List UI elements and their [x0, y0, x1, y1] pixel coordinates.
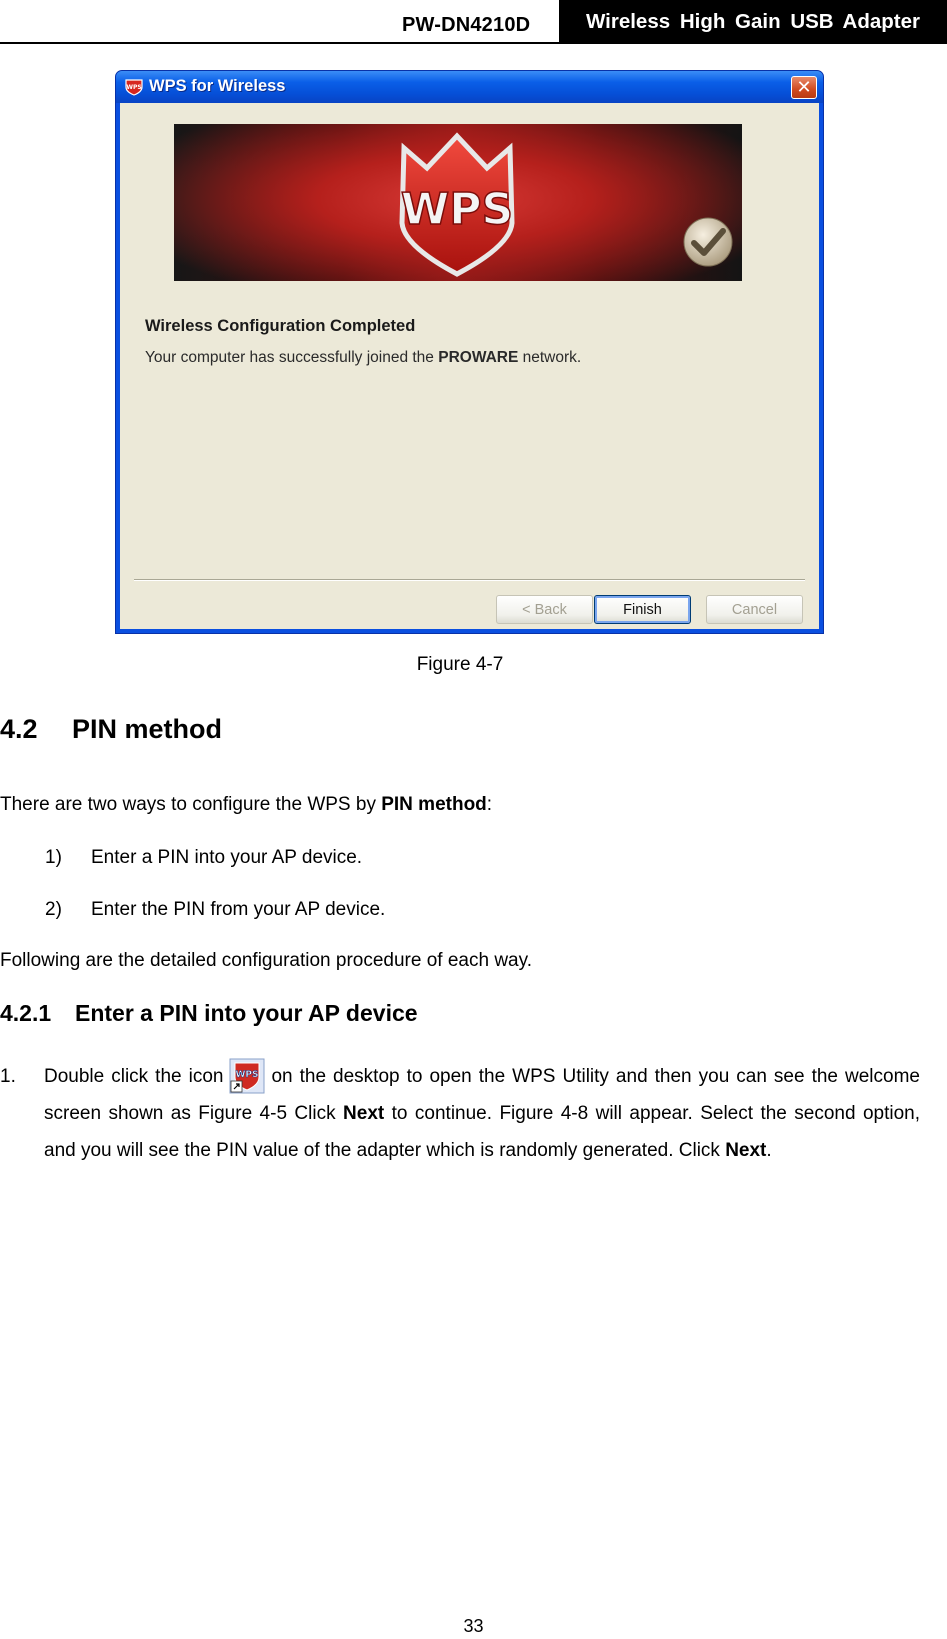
button-separator	[134, 579, 805, 581]
figure-caption: Figure 4-7	[416, 654, 504, 675]
wps-desktop-icon	[229, 1058, 265, 1094]
checkmark-icon	[682, 216, 734, 268]
wps-app-icon	[125, 78, 143, 96]
back-button[interactable]: < Back	[496, 595, 593, 624]
section-heading: 4.2 PIN method	[0, 714, 223, 744]
header-rule	[0, 42, 559, 44]
following-paragraph: Following are the detailed configuration procedure of each way.	[0, 950, 532, 971]
close-icon: ✕	[796, 77, 812, 97]
wps-banner	[174, 124, 742, 281]
list-item: 2) Enter the PIN from your AP device.	[45, 899, 386, 920]
wps-icon-label: WPS	[235, 1070, 259, 1080]
cancel-button[interactable]: Cancel	[706, 595, 803, 624]
window-titlebar[interactable]	[116, 71, 823, 103]
document-header-title: Wireless High Gain USB Adapter	[559, 0, 947, 44]
finish-button[interactable]: Finish	[594, 595, 691, 624]
step-1-paragraph: 1. Double click the icon WPS on the desktop to open the WPS Utility and then you can see the welcome screen shown as Figure 4-5 Click Next to continue. Figure 4-8 will appear. Select the second option, and you will see the PIN value of the adapter which is randomly generated. Click Next.	[0, 1058, 920, 1169]
wps-shield-logo	[382, 128, 532, 278]
window-title: WPS for Wireless	[149, 77, 286, 95]
subsection-heading: 4.2.1 Enter a PIN into your AP device	[0, 1000, 418, 1026]
configuration-message: Your computer has successfully joined the PROWARE network.	[145, 349, 582, 366]
svg-text:WPS: WPS	[126, 84, 142, 91]
wps-logo-text: WPS	[400, 184, 514, 235]
configuration-heading: Wireless Configuration Completed	[145, 317, 416, 335]
page-number: 33	[463, 1616, 484, 1636]
list-item: 1) Enter a PIN into your AP device.	[45, 847, 363, 868]
window-client-area	[120, 103, 819, 629]
close-button[interactable]	[791, 76, 817, 99]
intro-paragraph: There are two ways to configure the WPS by PIN method:	[0, 794, 493, 815]
network-name: PROWARE	[438, 349, 519, 366]
wps-dialog-window	[115, 70, 824, 634]
document-model: PW-DN4210D	[402, 14, 531, 36]
